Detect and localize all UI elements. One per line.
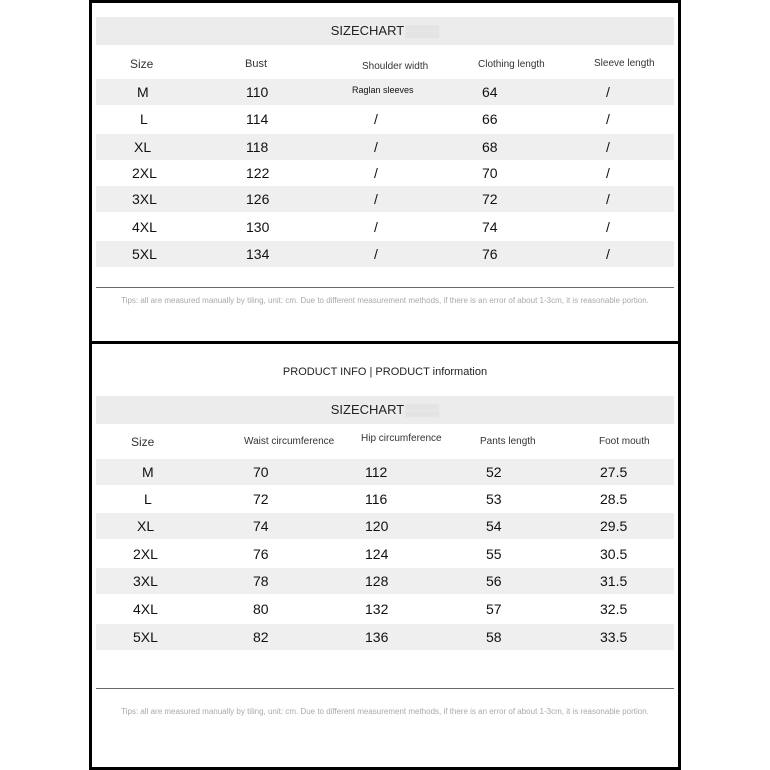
header-size: Size [130, 57, 154, 71]
top-size-chart-frame [89, 0, 681, 345]
cell-waist: 82 [253, 629, 269, 645]
header-waist-circumference: Waist circumference [244, 436, 335, 447]
cell-bust: 126 [246, 191, 270, 207]
top-chart-title-band [96, 17, 674, 45]
header-hip-circumference: Hip circumference [361, 433, 442, 444]
top-size-chart-panel [92, 3, 678, 341]
table-row [96, 486, 674, 512]
cell-size: 4XL [132, 219, 157, 235]
cell-sleeve: / [606, 191, 610, 207]
cell-size: XL [134, 139, 152, 155]
cell-sleeve: / [606, 111, 610, 127]
cell-pants: 53 [486, 491, 502, 507]
cell-sleeve: / [606, 84, 610, 100]
bottom-size-chart-frame [89, 342, 681, 770]
cell-waist: 72 [253, 491, 269, 507]
cell-size: L [144, 491, 152, 507]
cell-bust: 134 [246, 246, 270, 262]
header-sleeve-length: Sleeve length [594, 58, 655, 69]
bottom-chart-title-band [96, 396, 674, 424]
cell-foot: 31.5 [600, 573, 628, 589]
cell-shoulder: / [374, 246, 378, 262]
table-row [96, 106, 674, 132]
cell-size: 2XL [133, 546, 158, 562]
bottom-chart-header-row [96, 430, 674, 454]
cell-size: 5XL [133, 629, 158, 645]
product-info-heading: PRODUCT INFO | PRODUCT information [282, 366, 488, 378]
cell-hip: 132 [365, 601, 389, 617]
cell-length: 64 [482, 84, 498, 100]
cell-size: 2XL [132, 165, 157, 181]
top-chart-divider [96, 287, 674, 288]
cell-waist: 76 [253, 546, 269, 562]
table-row [96, 241, 674, 267]
cell-shoulder: / [374, 111, 378, 127]
cell-sleeve: / [606, 165, 610, 181]
cell-length: 74 [482, 219, 498, 235]
table-row [96, 79, 674, 105]
title-ghost-watermark: ▒▒▒▒ [405, 24, 440, 38]
table-row [96, 160, 674, 186]
cell-hip: 136 [365, 629, 389, 645]
cell-pants: 55 [486, 546, 502, 562]
cell-pants: 56 [486, 573, 502, 589]
cell-hip: 116 [365, 491, 388, 507]
table-row [96, 513, 674, 539]
header-clothing-length: Clothing length [478, 59, 545, 70]
cell-waist: 78 [253, 573, 269, 589]
cell-pants: 57 [486, 601, 502, 617]
cell-size: M [137, 84, 149, 100]
cell-bust: 118 [246, 139, 269, 155]
cell-sleeve: / [606, 219, 610, 235]
cell-foot: 32.5 [600, 601, 628, 617]
cell-size: M [142, 464, 154, 480]
title-ghost-watermark: ▒▒▒▒ [405, 403, 440, 417]
bottom-size-chart-panel [92, 344, 678, 767]
cell-sleeve: / [606, 246, 610, 262]
bottom-chart-title: SIZECHART [330, 402, 405, 417]
cell-hip: 112 [365, 464, 388, 480]
cell-pants: 58 [486, 629, 502, 645]
header-shoulder-width: Shoulder width [362, 61, 429, 72]
cell-size: XL [137, 518, 155, 534]
table-row [96, 624, 674, 650]
cell-shoulder: Raglan sleeves [352, 85, 414, 95]
table-row [96, 459, 674, 485]
cell-length: 76 [482, 246, 498, 262]
top-chart-tip: Tips: all are measured manually by tiling, unit: cm. Due to different measurement methods, if there is an error of about 1-3cm, it is reasonable portion. [121, 296, 649, 305]
header-foot-mouth: Foot mouth [599, 436, 650, 447]
cell-size: 3XL [133, 573, 158, 589]
bottom-chart-divider [96, 688, 674, 689]
table-row [96, 134, 674, 160]
cell-bust: 122 [246, 165, 270, 181]
cell-sleeve: / [606, 139, 610, 155]
cell-size: 5XL [132, 246, 157, 262]
cell-bust: 114 [246, 111, 269, 127]
cell-waist: 80 [253, 601, 269, 617]
cell-foot: 33.5 [600, 629, 628, 645]
cell-hip: 120 [365, 518, 389, 534]
cell-waist: 70 [253, 464, 269, 480]
cell-size: L [140, 111, 148, 127]
cell-hip: 128 [365, 573, 389, 589]
table-row [96, 568, 674, 594]
header-size: Size [131, 435, 155, 449]
header-bust: Bust [245, 58, 268, 70]
header-pants-length: Pants length [480, 436, 536, 447]
cell-size: 4XL [133, 601, 158, 617]
table-row [96, 186, 674, 212]
cell-shoulder: / [374, 219, 378, 235]
cell-foot: 30.5 [600, 546, 628, 562]
cell-shoulder: / [374, 165, 378, 181]
cell-length: 72 [482, 191, 498, 207]
bottom-chart-tip: Tips: all are measured manually by tiling, unit: cm. Due to different measurement methods, if there is an error of about 1-3cm, it is reasonable portion. [121, 707, 649, 716]
cell-hip: 124 [365, 546, 389, 562]
cell-size: 3XL [132, 191, 157, 207]
cell-foot: 27.5 [600, 464, 628, 480]
cell-waist: 74 [253, 518, 269, 534]
table-row [96, 214, 674, 240]
cell-length: 70 [482, 165, 498, 181]
table-row [96, 541, 674, 567]
cell-shoulder: / [374, 139, 378, 155]
cell-length: 68 [482, 139, 498, 155]
cell-bust: 130 [246, 219, 270, 235]
cell-pants: 54 [486, 518, 502, 534]
top-chart-title: SIZECHART [330, 23, 405, 38]
cell-foot: 29.5 [600, 518, 628, 534]
cell-shoulder: / [374, 191, 378, 207]
table-row [96, 596, 674, 622]
cell-pants: 52 [486, 464, 502, 480]
top-chart-header-row [96, 53, 674, 75]
cell-bust: 110 [246, 84, 269, 100]
cell-foot: 28.5 [600, 491, 628, 507]
cell-length: 66 [482, 111, 498, 127]
